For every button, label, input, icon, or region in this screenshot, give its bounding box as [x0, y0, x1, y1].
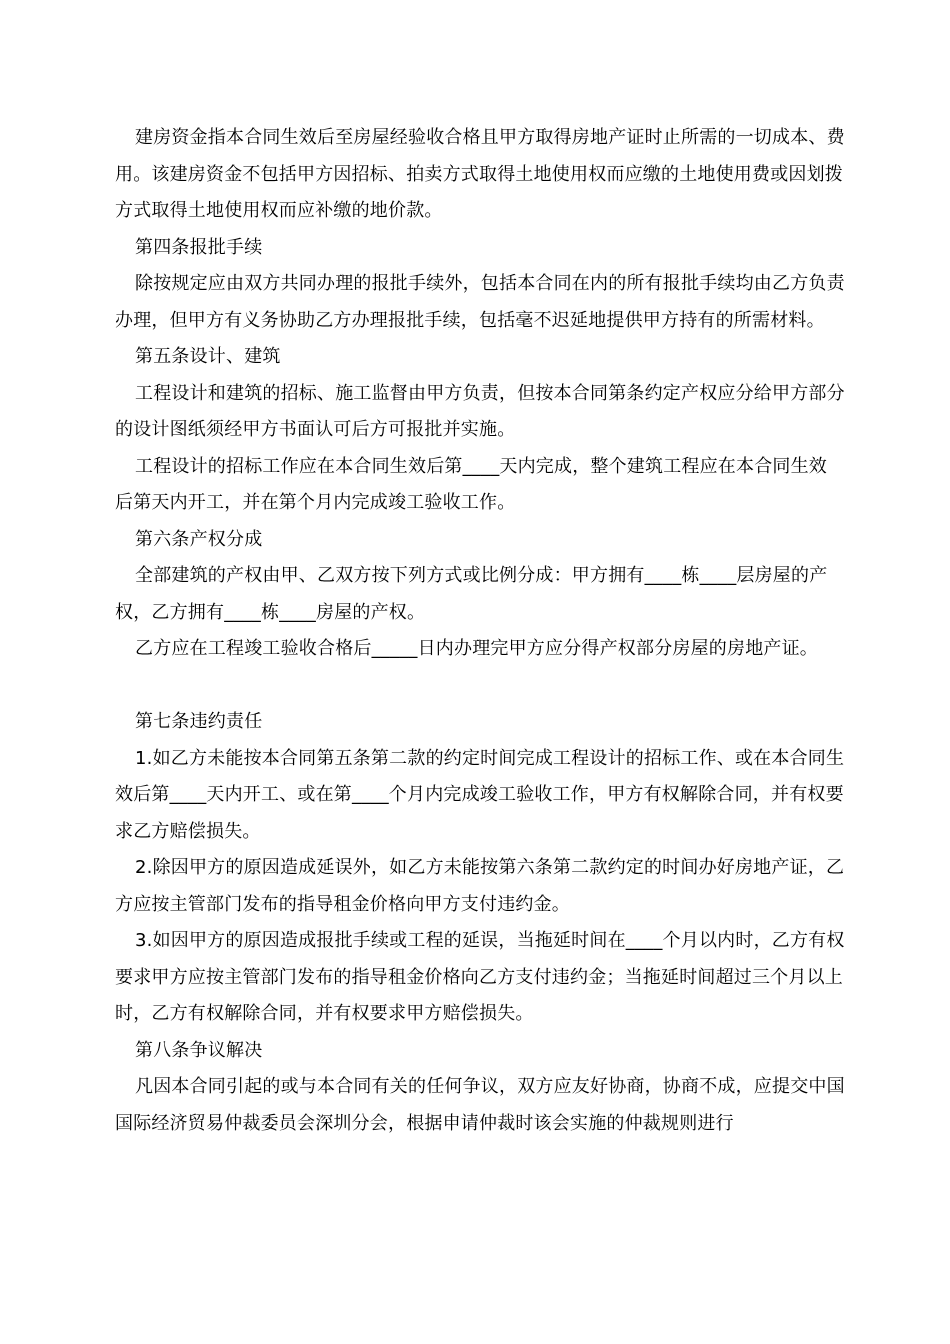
paragraph-approval-procedures: 除按规定应由双方共同办理的报批手续外，包括本合同在内的所有报批手续均由乙方负责办理，但甲方有义务协助乙方办理报批手续，包括毫不迟延地提供甲方持有的所需材料。 — [115, 273, 845, 331]
article-6-heading: 第六条产权分成 — [135, 528, 263, 550]
paragraph-certificate-deadline: 乙方应在工程竣工验收合格后_____日内办理完甲方应分得产权部分房屋的房地产证。 — [135, 638, 818, 659]
article-4-heading: 第四条报批手续 — [135, 236, 263, 258]
top-margin — [115, 0, 845, 120]
paragraph-ownership-split: 全部建筑的产权由甲、乙双方按下列方式或比例分成：甲方拥有____栋____层房屋的产权，乙方拥有____栋____房屋的产权。 — [115, 565, 828, 623]
paragraph-breach-1: 1.如乙方未能按本合同第五条第二款的约定时间完成工程设计的招标工作、或在本合同生效后第____天内开工、或在第____个月内完成竣工验收工作，甲方有权解除合同，并有权要求乙方赔偿损失。 — [115, 747, 845, 842]
article-5-heading: 第五条设计、建筑 — [135, 346, 281, 367]
document-page — [115, 0, 845, 1344]
paragraph-design-timeline: 工程设计的招标工作应在本合同生效后第____天内完成，整个建筑工程应在本合同生效后第天内开工，并在第个月内完成竣工验收工作。 — [115, 455, 827, 513]
article-8-heading: 第八条争议解决 — [135, 1039, 263, 1061]
paragraph-breach-3: 3.如因甲方的原因造成报批手续或工程的延误，当拖延时间在____个月以内时，乙方有权要求甲方应按主管部门发布的指导租金价格向乙方支付违约金；当拖延时间超过三个月以上时，乙方有权解除合同，并有权要求甲方赔偿损失。 — [115, 930, 845, 1024]
paragraph-breach-2: 2.除因甲方的原因造成延误外，如乙方未能按第六条第二款约定的时间办好房地产证，乙方应按主管部门发布的指导租金价格向甲方支付违约金。 — [115, 857, 845, 915]
article-7-heading: 第七条违约责任 — [135, 711, 263, 732]
paragraph-funds-definition: 建房资金指本合同生效后至房屋经验收合格且甲方取得房地产证时止所需的一切成本、费用。该建房资金不包括甲方因招标、拍卖方式取得土地使用权而应缴的土地使用费或因划拨方式取得土地使用权而应补缴的地价款。 — [115, 127, 845, 221]
paragraph-dispute-resolution: 凡因本合同引起的或与本合同有关的任何争议，双方应友好协商，协商不成，应提交中国国际经济贸易仲裁委员会深圳分会，根据申请仲裁时该会实施的仲裁规则进行 — [115, 1076, 845, 1134]
paragraph-design-bidding: 工程设计和建筑的招标、施工监督由甲方负责，但按本合同第条约定产权应分给甲方部分的设计图纸须经甲方书面认可后方可报批并实施。 — [115, 382, 845, 440]
blank-line — [115, 668, 845, 705]
